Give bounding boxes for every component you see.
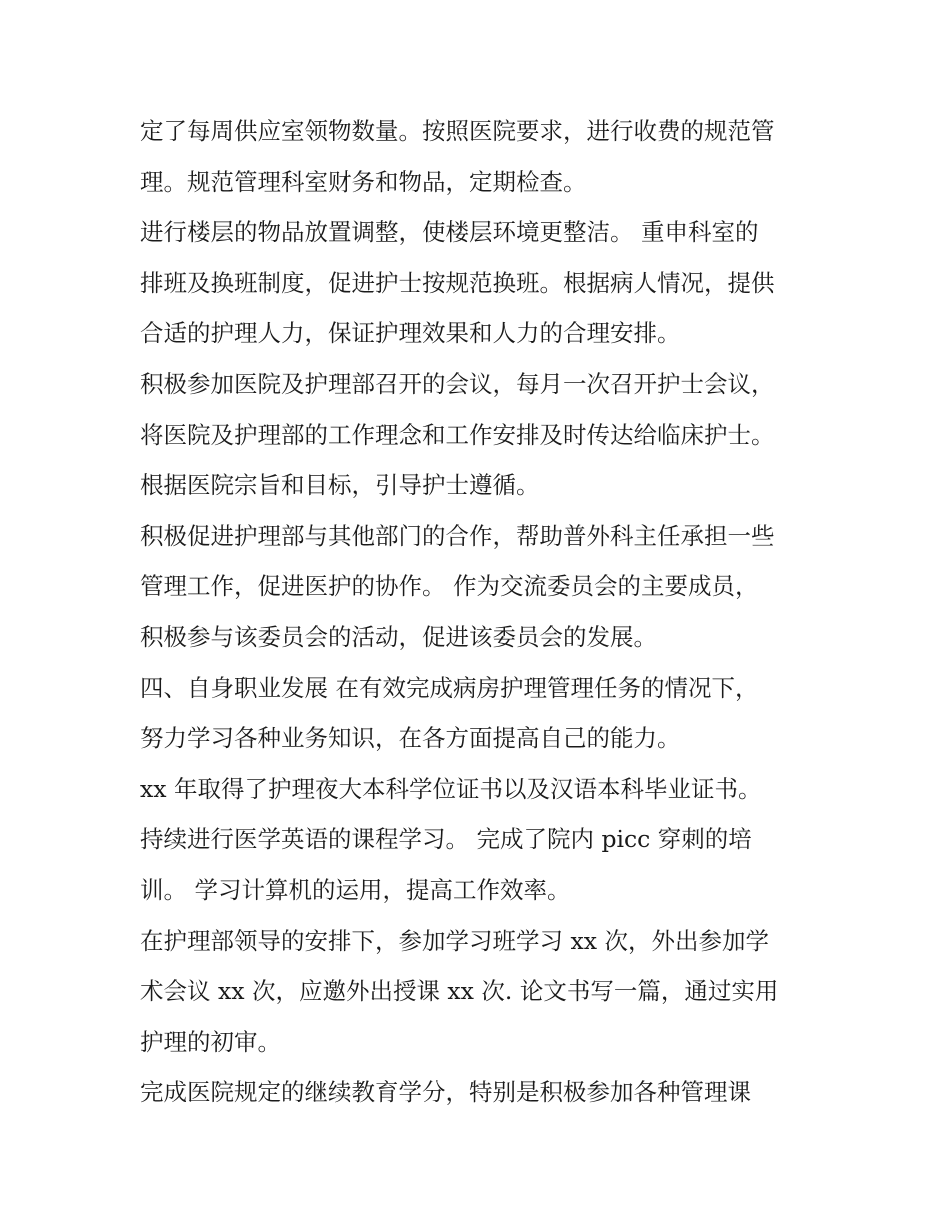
text-line: 合适的护理人力，保证护理效果和人力的合理安排。 bbox=[140, 319, 681, 348]
text-line: 训。 学习计算机的运用，提高工作效率。 bbox=[140, 875, 571, 904]
text-line: 理。规范管理科室财务和物品，定期检查。 bbox=[140, 167, 587, 196]
text-line: 积极参加医院及护理部召开的会议，每月一次召开护士会议， bbox=[140, 369, 775, 398]
text-line: 定了每周供应室领物数量。按照医院要求，进行收费的规范管 bbox=[140, 117, 775, 145]
text-line: 根据医院宗旨和目标，引导护士遵循。 bbox=[140, 471, 540, 500]
text-line: xx 年取得了护理夜大本科学位证书以及汉语本科毕业证书。 bbox=[140, 774, 762, 803]
text-line: 术会议 xx 次，应邀外出授课 xx 次. 论文书写一篇，通过实用 bbox=[140, 977, 779, 1006]
text-line: 努力学习各种业务知识，在各方面提高自己的能力。 bbox=[140, 724, 681, 753]
text-line: 将医院及护理部的工作理念和工作安排及时传达给临床护士。 bbox=[140, 420, 775, 449]
text-line: 积极促进护理部与其他部门的合作，帮助普外科主任承担一些 bbox=[140, 521, 775, 550]
text-line: 在护理部领导的安排下，参加学习班学习 xx 次，外出参加学 bbox=[140, 926, 769, 955]
text-line: 持续进行医学英语的课程学习。 完成了院内 picc 穿刺的培 bbox=[140, 825, 752, 854]
text-line: 进行楼层的物品放置调整，使楼层环境更整洁。 重申科室的 bbox=[140, 218, 759, 247]
text-line: 管理工作，促进医护的协作。 作为交流委员会的主要成员， bbox=[140, 572, 759, 601]
text-line: 完成医院规定的继续教育学分，特别是积极参加各种管理课 bbox=[140, 1078, 751, 1107]
text-line: 积极参与该委员会的活动，促进该委员会的发展。 bbox=[140, 622, 657, 651]
text-line: 排班及换班制度，促进护士按规范换班。根据病人情况，提供 bbox=[140, 268, 775, 297]
text-line: 四、自身职业发展 在有效完成病房护理管理任务的情况下， bbox=[140, 673, 759, 702]
document-body bbox=[140, 106, 830, 1118]
text-line: 护理的初审。 bbox=[140, 1027, 281, 1056]
